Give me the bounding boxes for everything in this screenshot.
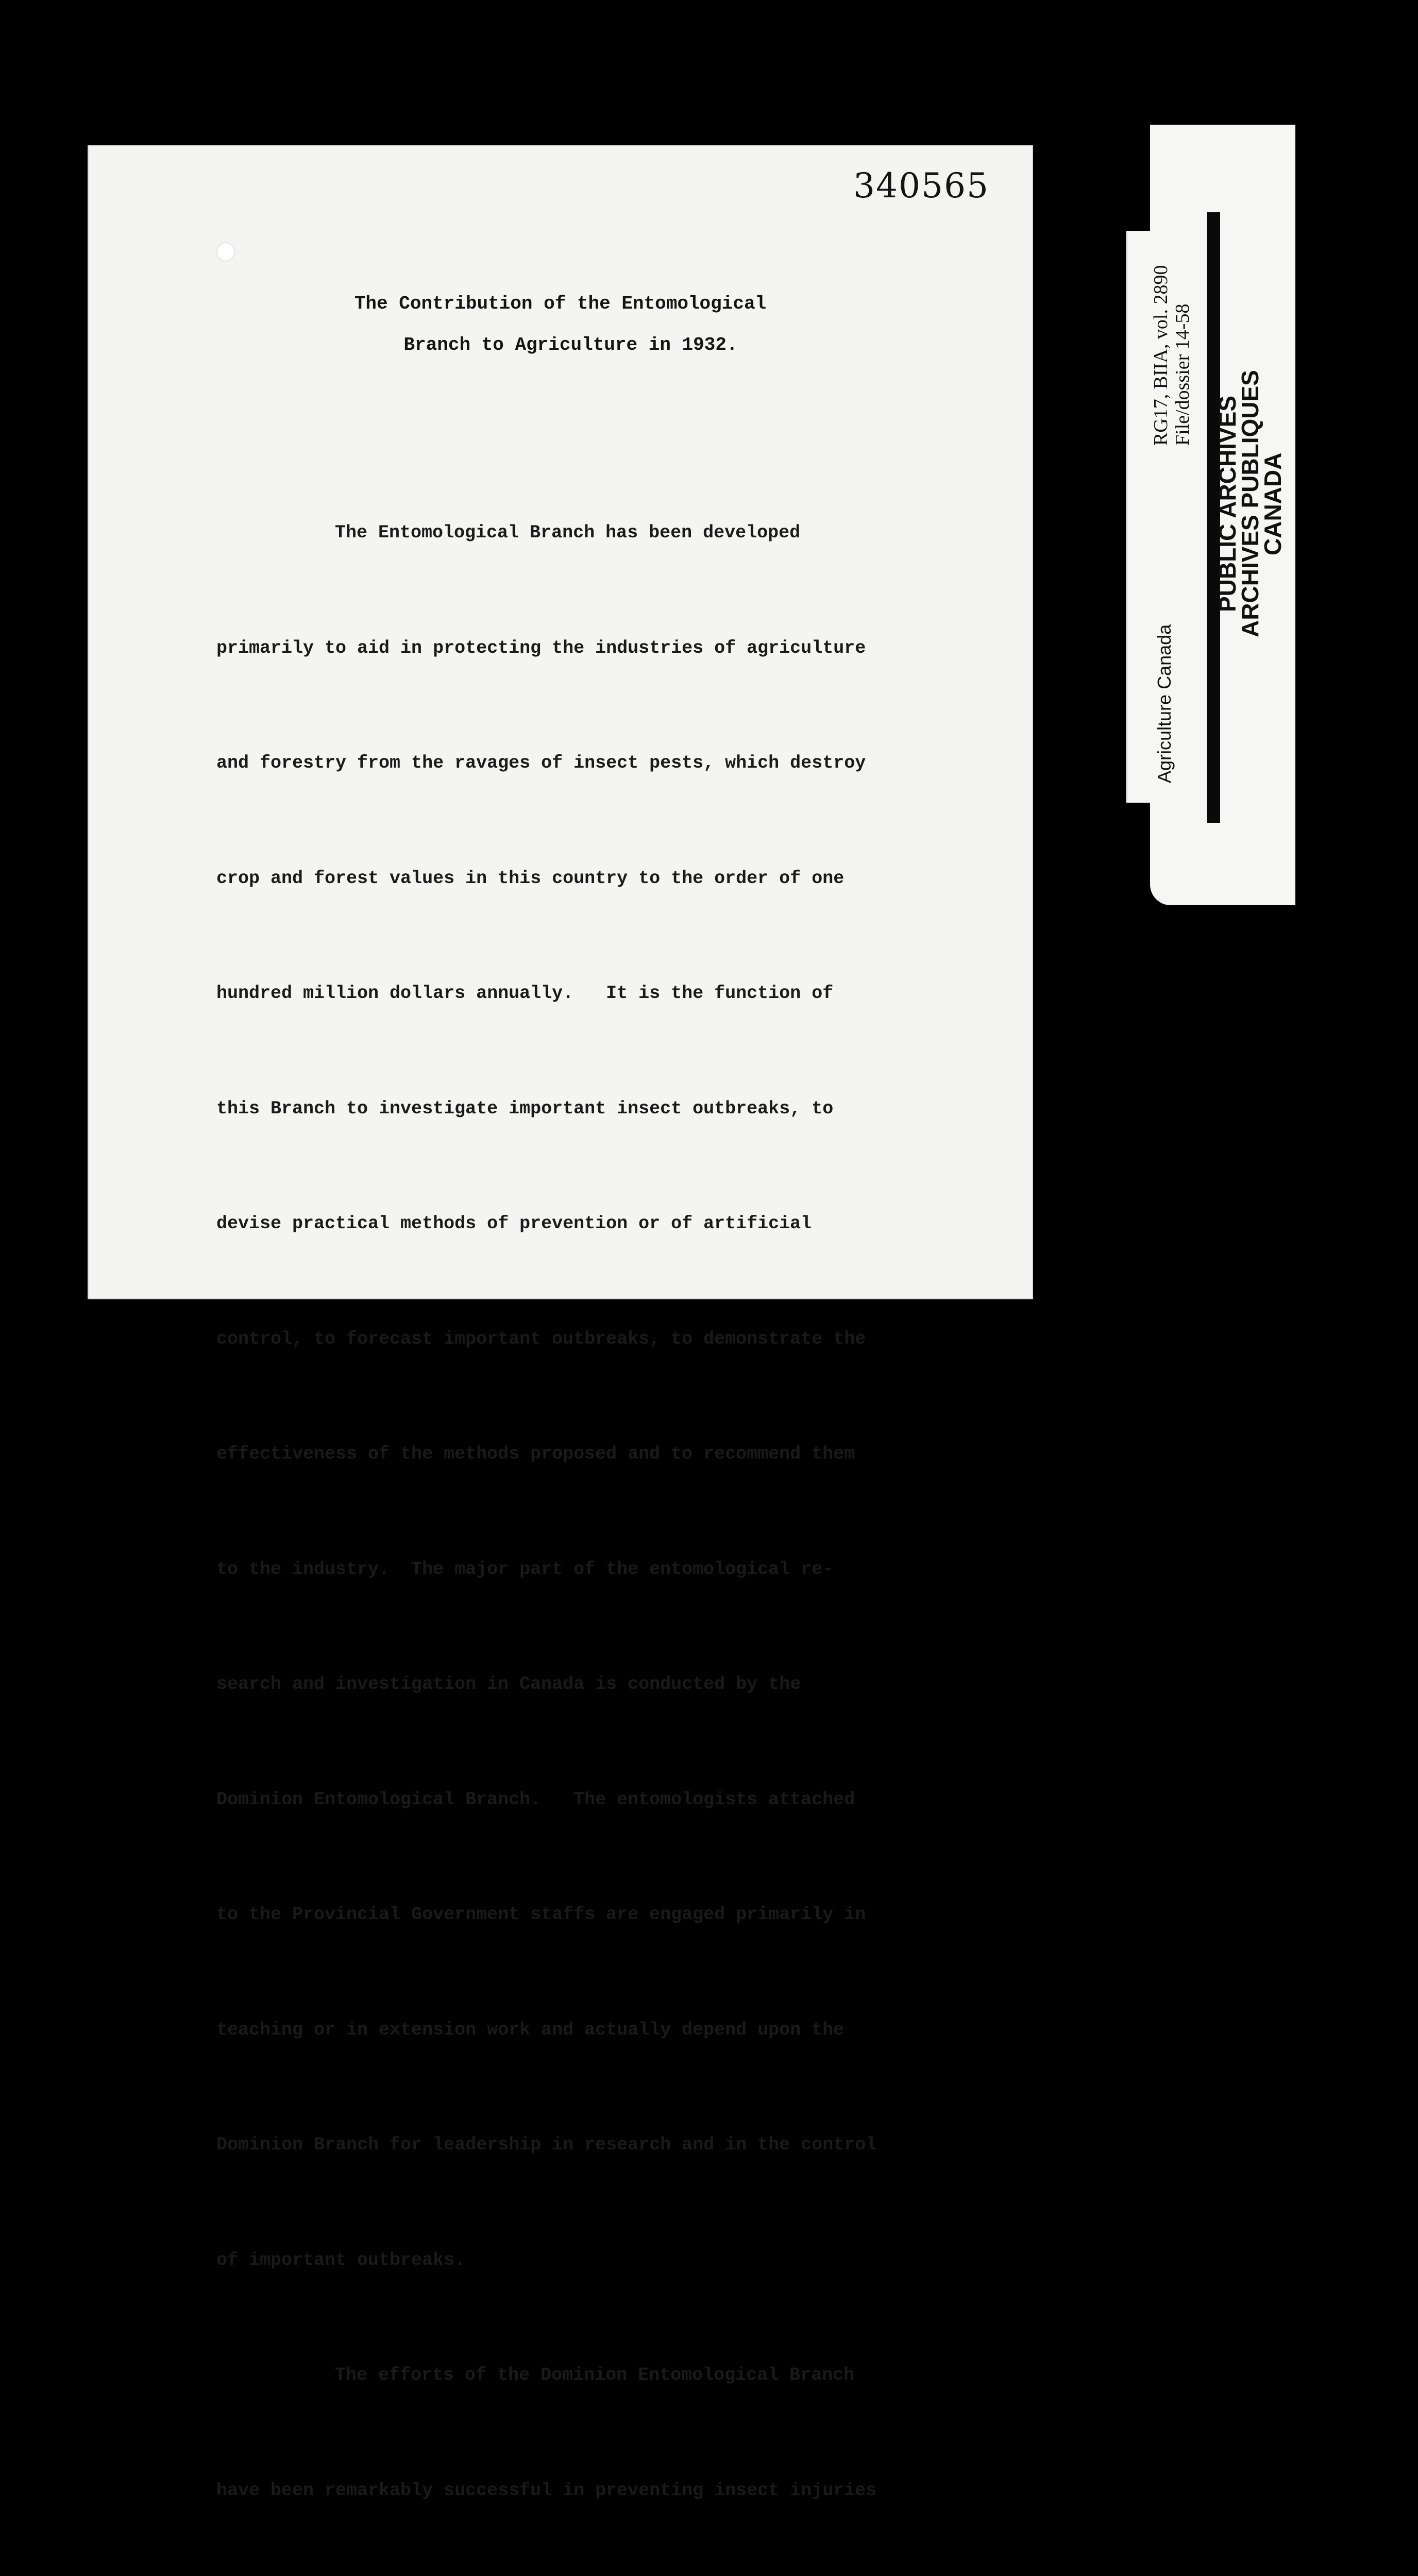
archives-stamp-line-3: CANADA: [1259, 452, 1286, 555]
paragraph-1-line: teaching or in extension work and actually depend upon the: [216, 2019, 845, 2040]
paragraph-1-line: of important outbreaks.: [216, 2249, 466, 2270]
archive-reference-line-1: RG17, BIIA, vol. 2890: [1150, 265, 1172, 446]
archives-stamp-line-2: ARCHIVES PUBLIQUES: [1237, 370, 1263, 638]
paragraph-1-line: hundred million dollars annually. It is the function of: [216, 983, 834, 1004]
archives-stamp-line-1: PUBLIC ARCHIVES: [1214, 396, 1241, 612]
document-page: [88, 145, 1033, 2501]
paragraph-1-line: The Entomological Branch has been developed: [335, 522, 801, 543]
paragraph-1-line: crop and forest values in this country to the order of one: [216, 868, 845, 889]
archive-agency: Agriculture Canada: [1154, 624, 1175, 783]
paragraph-1-line: Dominion Branch for leadership in research and in the control: [216, 2134, 877, 2155]
paragraph-2-line: The efforts of the Dominion Entomological Branch: [335, 2365, 855, 2385]
archive-reference: [1150, 260, 1193, 446]
document-body: [216, 437, 1025, 2576]
paragraph-2-line: have been remarkably successful in preventing insect injuries: [216, 2480, 877, 2501]
paragraph-1-line: and forestry from the ravages of insect pests, which destroy: [216, 753, 866, 773]
document-title: [88, 283, 1033, 366]
document-title-line-1: The Contribution of the Entomological: [354, 293, 767, 314]
paragraph-1-line: devise practical methods of prevention or of artificial: [216, 1213, 812, 1234]
punch-hole: [217, 243, 234, 261]
paragraph-1-line: to the Provincial Government staffs are engaged primarily in: [216, 1904, 866, 1925]
paragraph-1-line: this Branch to investigate important insect outbreaks, to: [216, 1098, 834, 1119]
archive-reference-line-2: File/dossier 14-58: [1172, 303, 1193, 446]
paragraph-1-line: to the industry. The major part of the entomological re-: [216, 1558, 834, 1580]
document-title-line-2: Branch to Agriculture in 1932.: [403, 334, 738, 355]
paragraph-1-line: search and investigation in Canada is conducted by the: [216, 1674, 801, 1694]
paragraph-1-line: control, to forecast important outbreaks, to demonstrate the: [216, 1328, 866, 1349]
archives-stamp: [1216, 370, 1284, 638]
document-number: 340565: [853, 166, 989, 206]
paragraph-1-line: Dominion Entomological Branch. The entomologists attached: [216, 1789, 855, 1810]
paragraph-1-line: effectiveness of the methods proposed and to recommend them: [216, 1444, 855, 1464]
paragraph-1-line: primarily to aid in protecting the industries of agriculture: [216, 637, 866, 658]
